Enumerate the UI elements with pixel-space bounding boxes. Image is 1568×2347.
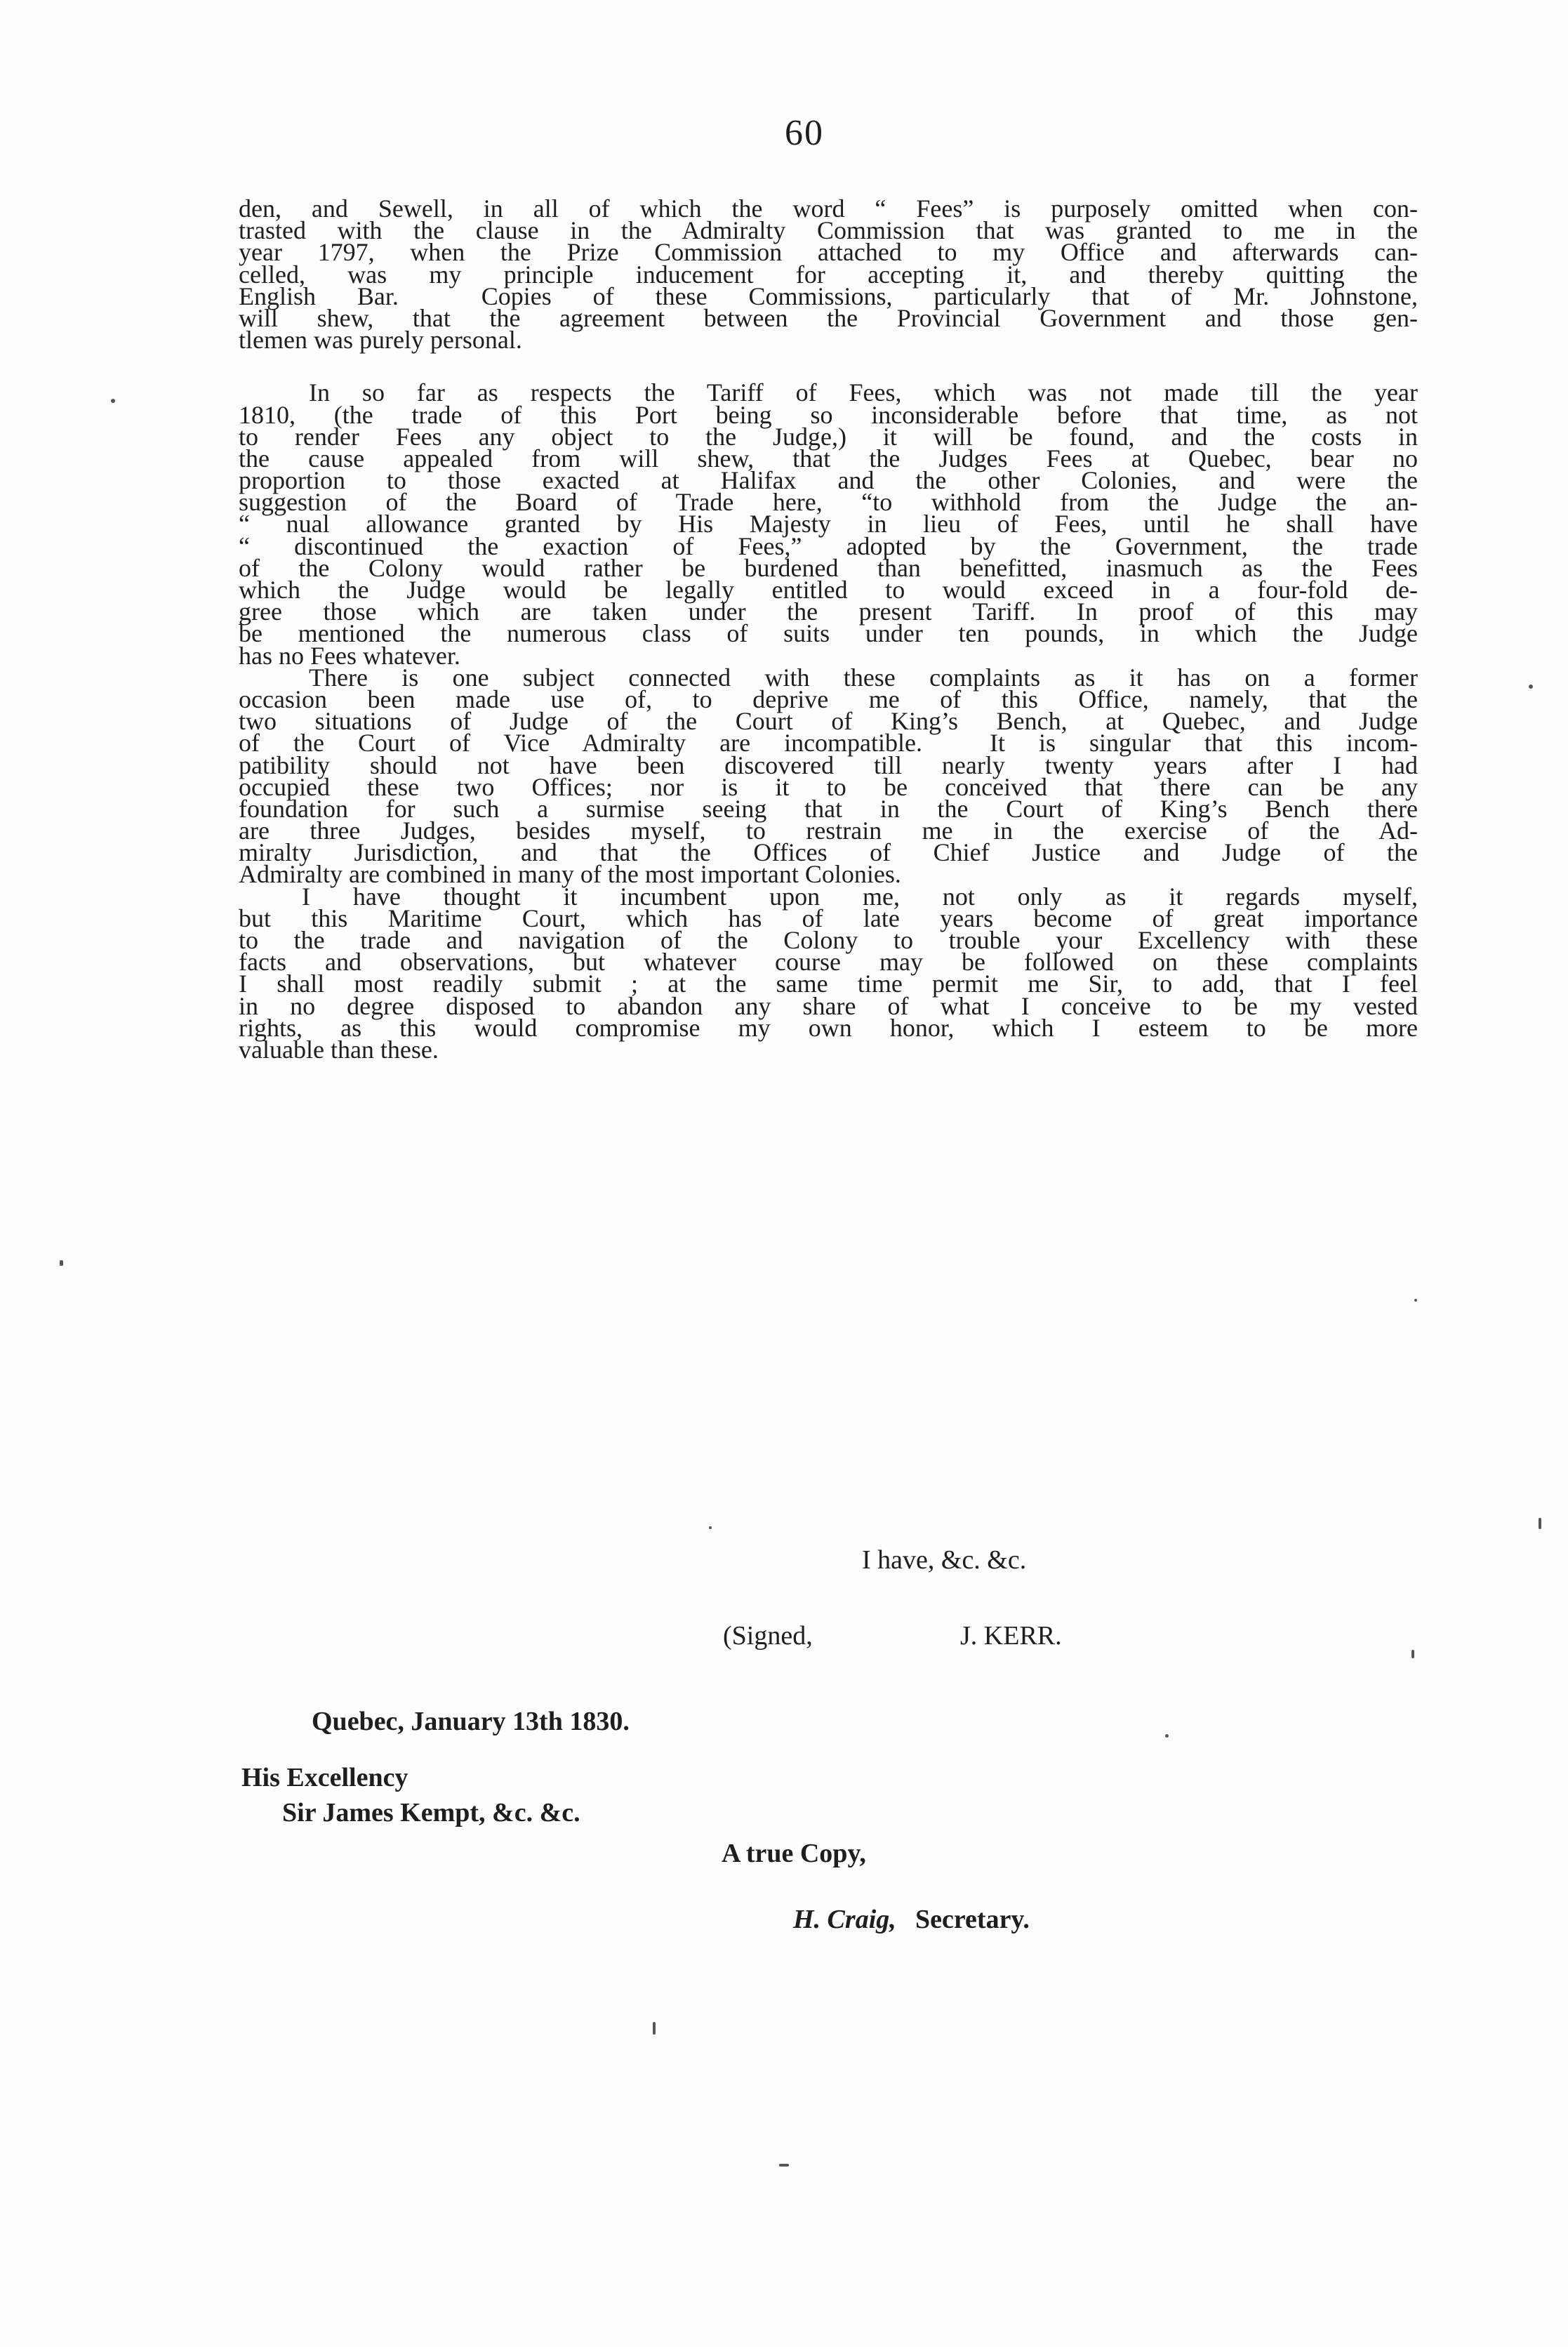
text-line: occupied these two Offices; nor is it to be conceived that there can be any [239,772,1418,801]
text-line: patibility should not have been discovered till nearly twenty years after I had [239,751,1418,779]
signature-name: J. KERR. [960,1621,1062,1651]
text-line: 1810, (the trade of this Port being so inconsiderable before that time, as not [239,400,1418,429]
secretary-name: H. Craig, [793,1905,896,1934]
text-line: “ discontinued the exaction of Fees,” adopted by the Government, the trade [239,531,1418,560]
salutation: I have, &c. &c. [862,1545,1027,1575]
text-line: proportion to those exacted at Halifax and the other Colonies, and were the [239,466,1418,495]
text-line: miralty Jurisdiction, and that the Offices of Chief Justice and Judge of the [239,838,1418,867]
page-number: 60 [785,113,824,153]
paragraph-tariff-of-fees [239,378,1418,670]
text-line: to the trade and navigation of the Colony to trouble your Excellency with these [239,926,1418,954]
text-line: I shall most readily submit ; at the same time permit me Sir, to add, that I feel [239,970,1418,998]
text-line: occasion been made use of, to deprive me of this Office, namely, that the [239,685,1418,713]
text-line: trasted with the clause in the Admiralty Commission that was granted to me in the [239,216,1418,245]
signed-label: (Signed, [723,1621,813,1651]
text-line: rights, as this would compromise my own honor, which I esteem to be more [239,1013,1418,1042]
text-line: “ nual allowance granted by His Majesty in lieu of Fees, until he shall have [239,510,1418,538]
text-line: In so far as respects the Tariff of Fees, which was not made till the year [309,378,1418,407]
text-line: Admiralty are combined in many of the most important Colonies. [239,860,901,889]
text-line: facts and observations, but whatever course may be followed on these complaints [239,948,1418,977]
text-line: in no degree disposed to abandon any share of what I conceive to be my vested [239,991,1418,1020]
text-line: den, and Sewell, in all of which the word “ Fees” is purposely omitted when con- [239,194,1418,223]
paragraph-maritime-court [239,882,1418,1064]
text-line: gree those which are taken under the present Tariff. In proof of this may [239,597,1418,626]
scan-speck [779,2164,789,2167]
text-line: will shew, that the agreement between the Provincial Government and those gen- [239,303,1418,332]
text-line: year 1797, when the Prize Commission attached to my Office and afterwards can- [239,238,1418,267]
scan-speck [111,399,115,403]
text-line: I have thought it incumbent upon me, not only as it regards myself, [302,882,1418,911]
paragraph-fees-commissions [239,194,1418,355]
true-copy-label: A true Copy, [722,1839,866,1868]
scan-speck [1529,685,1533,689]
addressee-title: His Excellency [241,1763,408,1792]
text-line: two situations of Judge of the Court of King’s Bench, at Quebec, and Judge [239,707,1418,736]
scan-speck [709,1526,712,1529]
scan-speck [1539,1518,1541,1529]
text-line: of the Colony would rather be burdened than benefitted, inasmuch as the Fees [239,553,1418,582]
text-line: valuable than these. [239,1035,439,1064]
text-line: tlemen was purely personal. [239,326,522,355]
text-line: English Bar. Copies of these Commissions, particularly that of Mr. Johnstone, [239,282,1418,310]
scan-speck [1414,1299,1417,1302]
place-and-date: Quebec, January 13th 1830. [312,1707,630,1736]
text-line: the cause appealed from will shew, that the Judges Fees at Quebec, bear no [239,444,1418,472]
text-line: be mentioned the numerous class of suits under ten pounds, in which the Judge [239,619,1418,648]
text-line: of the Court of Vice Admiralty are incompatible. It is singular that this incom- [239,729,1418,758]
text-line: which the Judge would be legally entitled to would exceed in a four-fold de- [239,576,1418,604]
text-line: to render Fees any object to the Judge,) it will be found, and the costs in [239,422,1418,451]
secretary-title: Secretary. [915,1905,1030,1934]
text-line: has no Fees whatever. [239,641,460,670]
text-line: celled, was my principle inducement for accepting it, and thereby quitting the [239,260,1418,289]
letter-body [239,194,1418,1064]
scan-speck [60,1260,63,1266]
paragraph-incompatibility [239,663,1418,889]
text-line: are three Judges, besides myself, to restrain me in the exercise of the Ad- [239,817,1418,845]
scan-speck [1411,1650,1414,1658]
text-line: suggestion of the Board of Trade here, “to withhold from the Judge the an- [239,488,1418,517]
text-line: but this Maritime Court, which has of late years become of great importance [239,904,1418,932]
scan-speck [653,2022,656,2035]
scan-speck [1165,1734,1169,1738]
addressee-name: Sir James Kempt, &c. &c. [282,1798,580,1827]
text-line: foundation for such a surmise seeing that in the Court of King’s Bench there [239,794,1418,823]
text-line: There is one subject connected with these complaints as it has on a former [309,663,1418,692]
